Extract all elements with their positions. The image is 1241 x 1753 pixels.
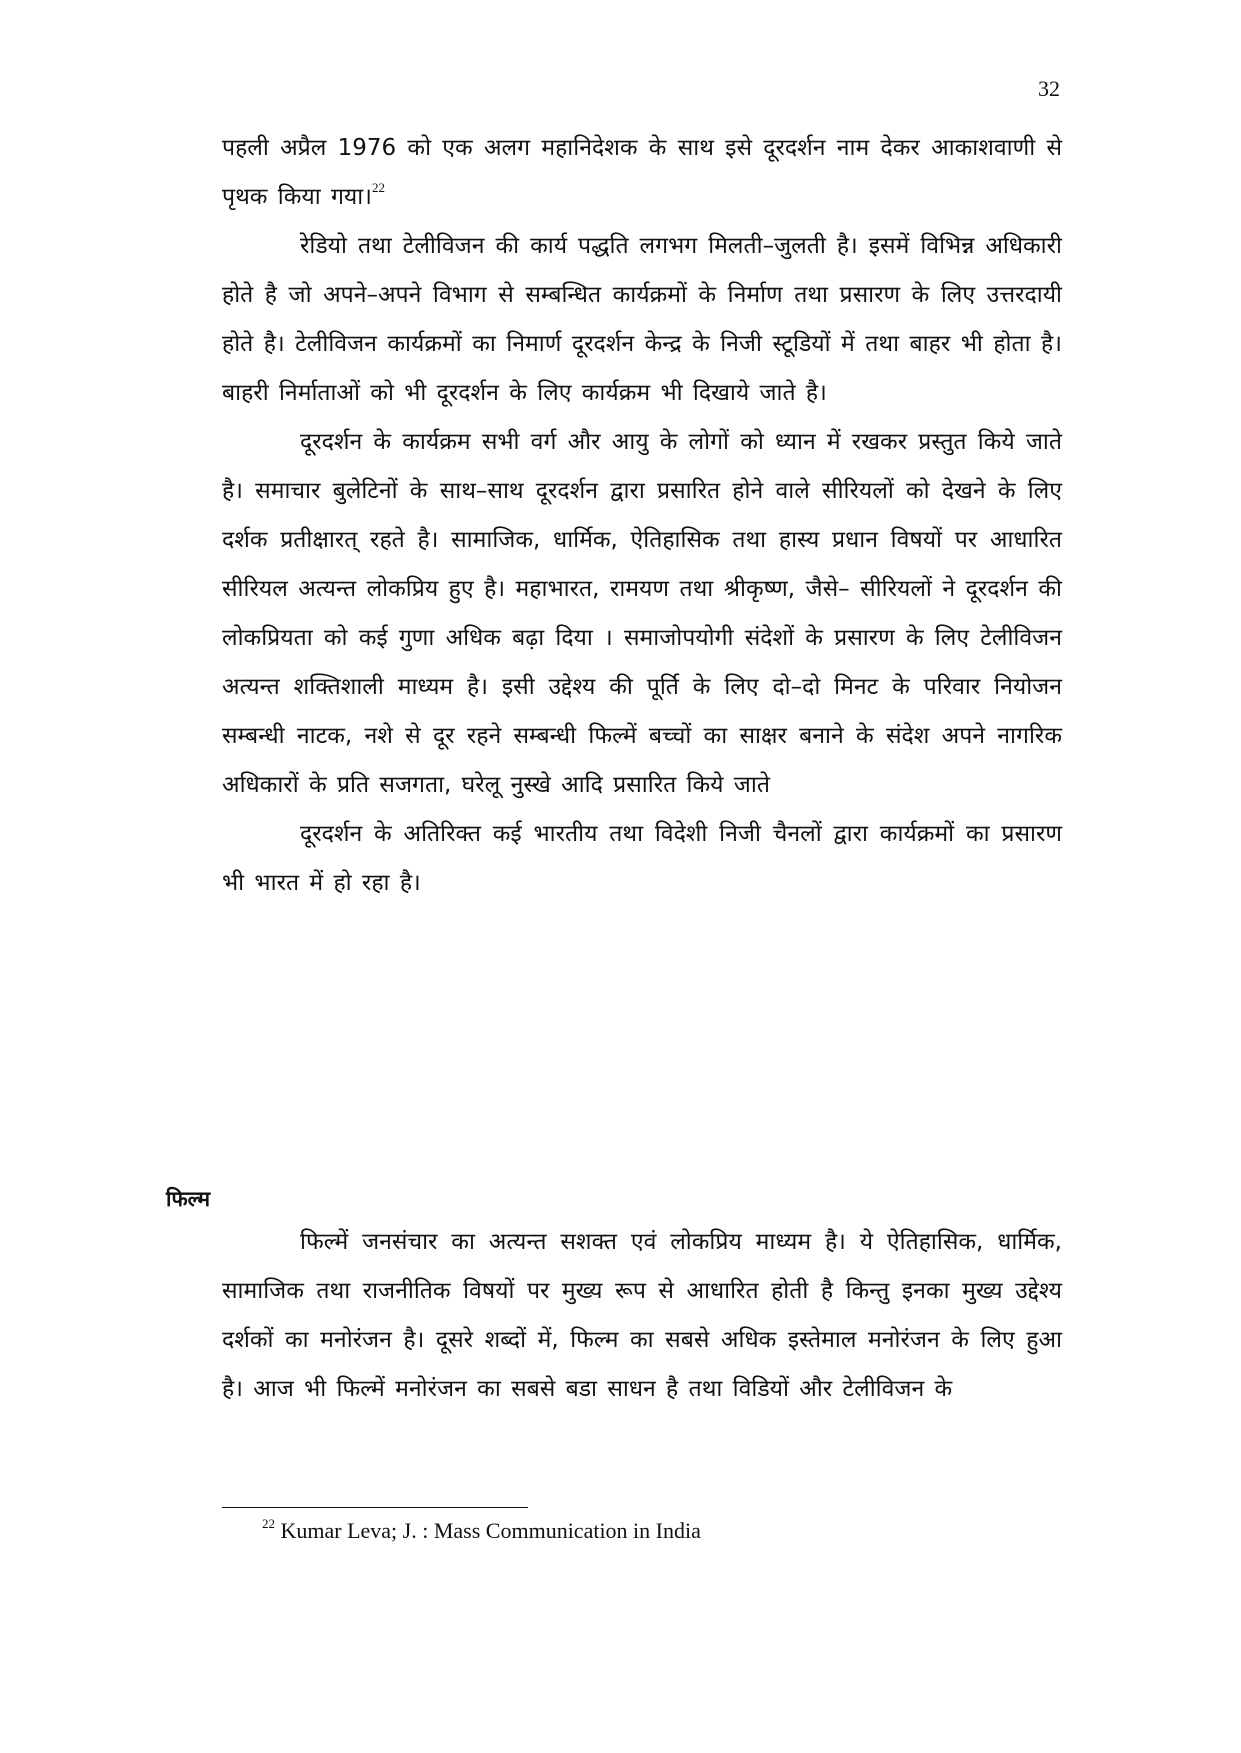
section-body	[222, 1218, 1062, 1414]
paragraph-private-channels: दूरदर्शन के अतिरिक्त कई भारतीय तथा विदेशी निजी चैनलों द्वारा कार्यक्रमों का प्रसारण भी भारत में हो रहा है।	[222, 821, 1062, 896]
page-number: 32	[1038, 76, 1060, 101]
continued-paragraph	[222, 124, 1062, 222]
footnote-reference: 22	[371, 180, 385, 195]
paragraph-films: फिल्में जनसंचार का अत्यन्त सशक्त एवं लोकप्रिय माध्यम है। ये ऐतिहासिक, धार्मिक, सामाजिक तथा राजनीतिक विषयों पर मुख्य रूप से आधारित होती है किन्तु इनका मुख्य उद्देश्य दर्शकों का मनोरंजन है। दूसरे शब्दों में, फिल्म का सबसे अधिक इस्तेमाल मनोरंजन के लिए हुआ है। आज भी फिल्में मनोरंजन का सबसे बडा साधन है तथा विडियों और टेलीविजन के	[222, 1229, 1062, 1402]
footnote	[262, 1516, 701, 1546]
footnote-text: Kumar Leva; J. : Mass Communication in India	[275, 1518, 701, 1543]
footnote-marker: 22	[262, 1516, 275, 1531]
paragraph-doordarshan-programs: दूरदर्शन के कार्यक्रम सभी वर्ग और आयु के लोगों को ध्यान में रखकर प्रस्तुत किये जाते है। समाचार बुलेटिनों के साथ–साथ दूरदर्शन द्वारा प्रसारित होने वाले सीरियलों को देखने के लिए दर्शक प्रतीक्षारत् रहते है। सामाजिक, धार्मिक, ऐतिहासिक तथा हास्य प्रधान विषयों पर आधारित सीरियल अत्यन्त लोकप्रिय हुए है। महाभारत, रामयण तथा श्रीकृष्ण, जैसे– सीरियलों ने दूरदर्शन की लोकप्रियता को कई गुणा अधिक बढ़ा दिया । समाजोपयोगी संदेशों के प्रसारण के लिए टेलीविजन अत्यन्त शक्तिशाली माध्यम है। इसी उद्देश्य की पूर्ति के लिए दो–दो मिनट के परिवार नियोजन सम्बन्धी नाटक, नशे से दूर रहने सम्बन्धी फिल्में बच्चों का साक्षर बनाने के संदेश अपने नागरिक अधिकारों के प्रति सजगता, घरेलू नुस्खे आदि प्रसारित किये जाते	[222, 429, 1062, 798]
paragraph-text: पहली अप्रैल 1976 को एक अलग महानिदेशक के साथ इसे दूरदर्शन नाम देकर आकाशवाणी से पृथक किया गया।	[222, 135, 1062, 210]
section-heading: फिल्म	[166, 1187, 211, 1211]
footnote-separator	[222, 1507, 528, 1508]
paragraph-radio-television: रेडियो तथा टेलीविजन की कार्य पद्धति लगभग मिलती–जुलती है। इसमें विभिन्न अधिकारी होते है जो अपने–अपने विभाग से सम्बन्धित कार्यक्रमों के निर्माण तथा प्रसारण के लिए उत्तरदायी होते है। टेलीविजन कार्यक्रमों का निमार्ण दूरदर्शन केन्द्र के निजी स्टूडियों में तथा बाहर भी होता है। बाहरी निर्माताओं को भी दूरदर्शन के लिए कार्यक्रम भी दिखाये जाते है।	[222, 233, 1062, 406]
body-text	[222, 124, 1062, 908]
